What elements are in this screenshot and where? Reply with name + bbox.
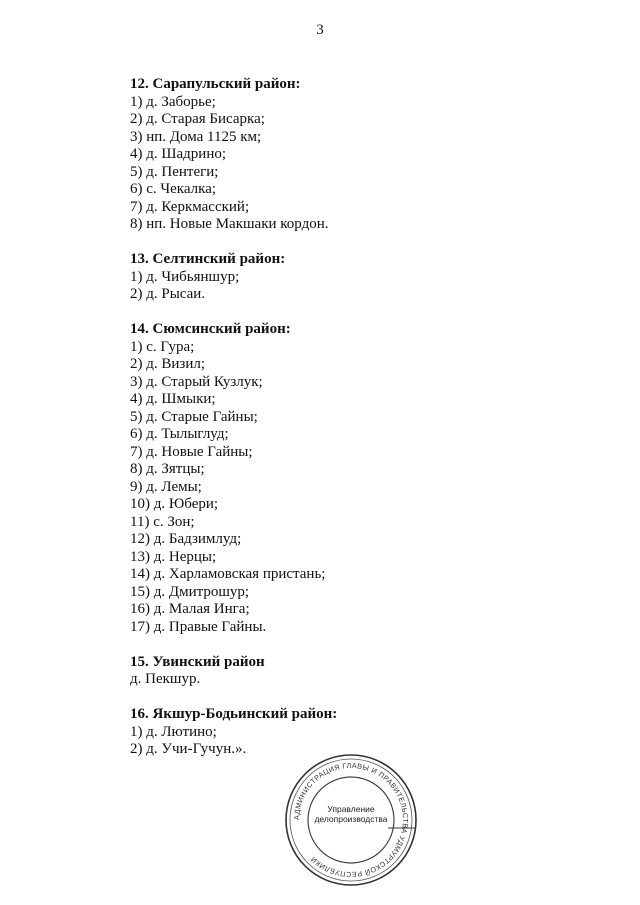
list-item: 17) д. Правые Гайны. [130,618,267,635]
list-item: 2) д. Рысаи. [130,286,206,302]
list-item: 6) д. Тылыглуд; [130,426,229,442]
list-item: 5) д. Пентеги; [130,163,219,180]
section-yakshur-bodinsky [130,706,590,759]
section-seltinsky [130,251,590,304]
document-body [130,76,590,776]
list-item: 3) д. Старый Кузлук; [130,373,263,390]
list-item: 6) с. Чекалка; [130,181,217,197]
section-sarapulsky [130,76,590,234]
list-item: 13) д. Нерцы; [130,548,217,565]
list-item: 2) д. Визил; [130,356,206,372]
section-uvinsky [130,654,590,689]
list-item: 16) д. Малая Инга; [130,601,250,617]
list-item: 2) д. Учи-Гучун.». [130,741,247,757]
stamp-line-1: Управление [327,804,375,814]
list-item: 4) д. Шадрино; [130,146,227,162]
list-item: 10) д. Юбери; [130,496,219,512]
list-item: 8) нп. Новые Макшаки кордон. [130,216,329,232]
page-number: 3 [316,22,324,38]
list-item: 15) д. Дмитрошур; [130,583,250,600]
list-item: 7) д. Новые Гайны; [130,443,253,460]
stamp-center-text [311,804,391,824]
section-title: 14. Сюмсинский район: [130,321,291,337]
official-stamp [283,752,419,888]
list-item: 8) д. Зятцы; [130,461,205,477]
list-item: 4) д. Шмыки; [130,391,216,407]
list-item: 12) д. Бадзимлуд; [130,531,242,547]
list-item: 9) д. Лемы; [130,478,202,495]
list-item: 1) д. Заборье; [130,93,216,110]
section-title: 13. Селтинский район: [130,251,286,267]
list-item: 1) д. Чибьяншур; [130,268,240,285]
section-title: 15. Увинский район [130,653,265,670]
list-item: 1) д. Лютино; [130,723,217,740]
section-title: 16. Якшур-Бодьинский район: [130,706,338,722]
list-item: 3) нп. Дома 1125 км; [130,128,262,145]
section-title: 12. Сарапульский район: [130,76,301,92]
stamp-ring-text: АДМИНИСТРАЦИЯ ГЛАВЫ И ПРАВИТЕЛЬСТВА УДМУРТСКОЙ РЕСПУБЛИКИ [291,760,411,880]
list-item: 5) д. Старые Гайны; [130,408,258,425]
list-item: д. Пекшур. [130,671,201,687]
list-item: 2) д. Старая Бисарка; [130,111,265,127]
list-item: 11) с. Зон; [130,513,195,530]
stamp-line-2: делопроизводства [314,814,388,824]
list-item: 1) с. Гура; [130,338,195,355]
section-syumsinsky [130,321,590,636]
list-item: 14) д. Харламовская пристань; [130,566,326,582]
list-item: 7) д. Керкмасский; [130,198,250,215]
